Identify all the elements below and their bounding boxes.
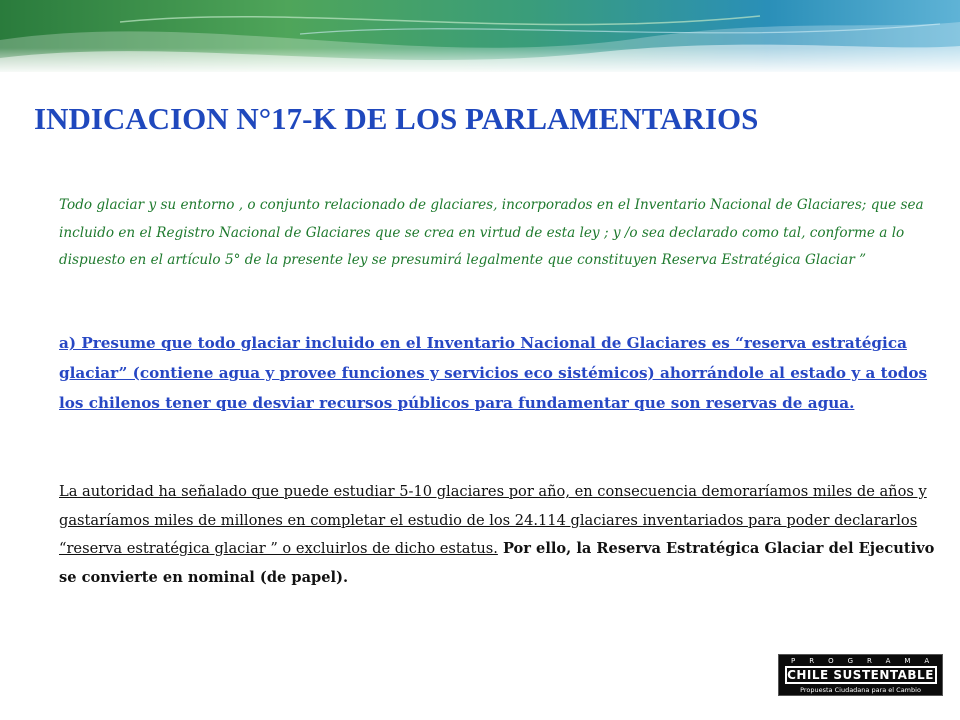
logo-programa-text: PROGRAMA — [791, 657, 944, 665]
conclusion-bold-text: Por ello, la Reserva Estratégica Glaciar del Ejecutivo se convierte en nominal (de papel). — [59, 540, 935, 586]
paragraph-indicacion-text: Todo glaciar y su entorno , o conjunto relacionado de glaciares, incorporados en el Inventario Nacional de Glaciares; que sea incluido en el Registro Nacional de Glaciares que se crea en virtud de esta ley ; y /o sea declarado como tal, conforme a lo dispuesto en el artículo 5° de la presente ley se presumirá legalmente que constituyen Reserva Estratégica Glaciar ” — [59, 197, 924, 269]
paragraph-autoridad-text — [59, 478, 949, 592]
paragraph-presume-text[interactable]: a) Presume que todo glaciar incluido en el Inventario Nacional de Glaciares es “reserva estratégica glaciar” (contiene agua y provee funciones y servicios eco sistémicos) ahorrándole al estado y a todos los chilenos tener que desviar recursos públicos para fundamentar que son reservas de agua. — [59, 334, 928, 412]
logo-tagline-text: Propuesta Ciudadana para el Cambio — [800, 686, 921, 694]
page-title: INDICACION N°17-K DE LOS PARLAMENTARIOS — [34, 101, 759, 136]
header-swoosh-band — [0, 0, 960, 72]
logo-main-text: CHILE SUSTENTABLE — [785, 666, 937, 684]
chile-sustentable-logo — [778, 654, 943, 696]
autoridad-underlined-text: La autoridad ha señalado que puede estudiar 5-10 glaciares por año, en consecuencia demoraríamos miles de años y gastaríamos miles de millones en completar el estudio de los 24.114 glaciares inventariados para poder declararlos “reserva estratégica glaciar ” o excluirlos de dicho estatus. — [59, 483, 927, 557]
